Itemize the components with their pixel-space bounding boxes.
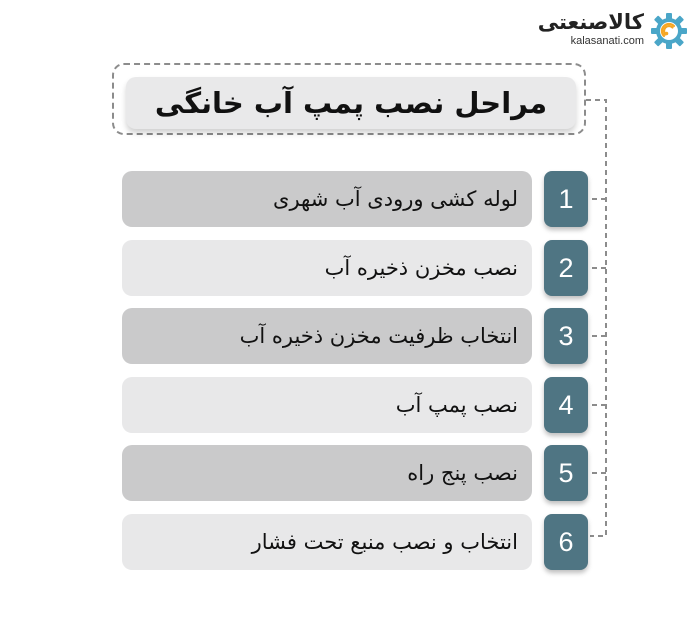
step-label-2: نصب مخزن ذخیره آب bbox=[324, 256, 518, 280]
step-bar-4 bbox=[122, 377, 532, 433]
step-bar-6 bbox=[122, 514, 532, 570]
step-bar-5 bbox=[122, 445, 532, 501]
step-number-2: 2 bbox=[544, 240, 588, 296]
step-label-6: انتخاب و نصب منبع تحت فشار bbox=[251, 530, 518, 554]
logo-domain: kalasanati.com bbox=[570, 35, 644, 47]
step-label-1: لوله کشی ورودی آب شهری bbox=[273, 187, 518, 211]
step-bar-1 bbox=[122, 171, 532, 227]
step-label-5: نصب پنج راه bbox=[407, 461, 518, 485]
step-number-3: 3 bbox=[544, 308, 588, 364]
page-title: مراحل نصب پمپ آب خانگی bbox=[154, 86, 548, 120]
step-number-6: 6 bbox=[544, 514, 588, 570]
step-label-3: انتخاب ظرفیت مخزن ذخیره آب bbox=[239, 324, 518, 348]
step-number-4: 4 bbox=[544, 377, 588, 433]
step-number-1: 1 bbox=[544, 171, 588, 227]
step-bar-2 bbox=[122, 240, 532, 296]
step-bar-3 bbox=[122, 308, 532, 364]
step-label-4: نصب پمپ آب bbox=[395, 393, 518, 417]
step-number-5: 5 bbox=[544, 445, 588, 501]
logo-name: کالاصنعتی bbox=[537, 10, 644, 34]
